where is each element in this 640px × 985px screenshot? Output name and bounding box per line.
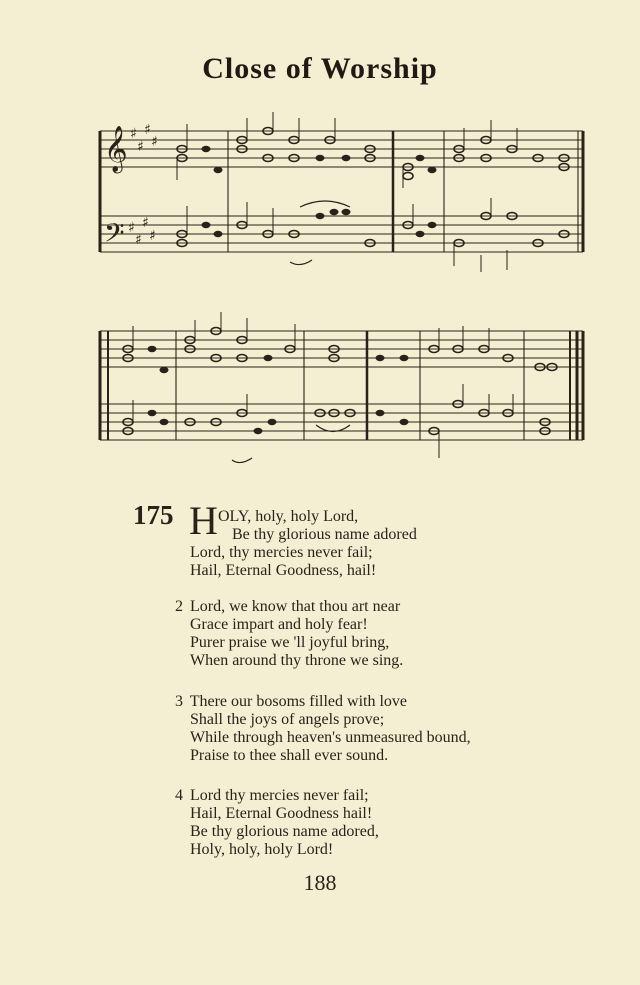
verse-4-line-2: Hail, Eternal Goodness hail! — [190, 805, 373, 822]
verse-line-text: There our bosoms filled with love — [189, 693, 408, 710]
system-1-notes — [177, 128, 569, 247]
verse-4-line-3: Be thy glorious name adored, — [190, 823, 379, 840]
system-2-filled-notes — [148, 346, 409, 434]
note-stems — [133, 112, 517, 458]
system-2-notes — [123, 328, 557, 435]
svg-text:♯: ♯ — [137, 139, 144, 155]
system-1-treble-staff — [100, 131, 583, 167]
verse-1-line-2: Be thy glorious name adored — [232, 526, 417, 543]
verse-3-line-3: While through heaven's unmeasured bound, — [190, 729, 471, 746]
svg-text:♯: ♯ — [142, 215, 149, 231]
verse-number: 3 — [175, 693, 183, 710]
verse-line-text: Lord thy mercies never fail; — [190, 787, 369, 804]
verse-3-line-1 — [175, 692, 407, 712]
verse-1-line-4: Hail, Eternal Goodness, hail! — [190, 562, 377, 579]
slurs — [232, 201, 350, 463]
svg-text:♯: ♯ — [151, 134, 158, 150]
svg-text:♯: ♯ — [128, 220, 135, 236]
treble-clef-icon: 𝄞 — [104, 126, 128, 172]
svg-text:♯: ♯ — [144, 122, 151, 138]
hymn-number: 175 — [133, 500, 174, 530]
bass-clef-icon: 𝄢 — [104, 217, 125, 255]
verse-2-line-1 — [175, 597, 400, 617]
verse-2-line-2: Grace impart and holy fear! — [190, 616, 368, 633]
verse-2-line-3: Purer praise we 'll joyful bring, — [190, 634, 390, 651]
verse-2-line-4: When around thy throne we sing. — [190, 652, 404, 669]
svg-text:♯: ♯ — [130, 126, 137, 142]
verse-1-line-1: OLY, holy, holy Lord, — [218, 508, 359, 525]
verse-1-line-3: Lord, thy mercies never fail; — [190, 544, 373, 561]
verse-3-line-4: Praise to thee shall ever sound. — [190, 747, 389, 764]
svg-text:♯: ♯ — [149, 228, 156, 244]
verse-line-text: Lord, we know that thou art near — [190, 598, 401, 615]
system-2-barlines — [108, 331, 583, 440]
music-score — [0, 0, 640, 480]
verse-number: 2 — [175, 598, 183, 615]
page-number: 188 — [303, 870, 337, 895]
verse-number: 4 — [175, 787, 183, 804]
page-title: Close of Worship — [202, 52, 438, 85]
svg-text:♯: ♯ — [135, 232, 142, 248]
verse-4-line-1 — [175, 786, 369, 806]
verse-3-line-2: Shall the joys of angels prove; — [190, 711, 385, 728]
drop-cap: H — [189, 498, 218, 543]
system-1-bass-staff — [100, 216, 583, 252]
verse-4-line-4: Holy, holy, holy Lord! — [190, 841, 334, 858]
key-signature-sharps — [128, 122, 158, 248]
